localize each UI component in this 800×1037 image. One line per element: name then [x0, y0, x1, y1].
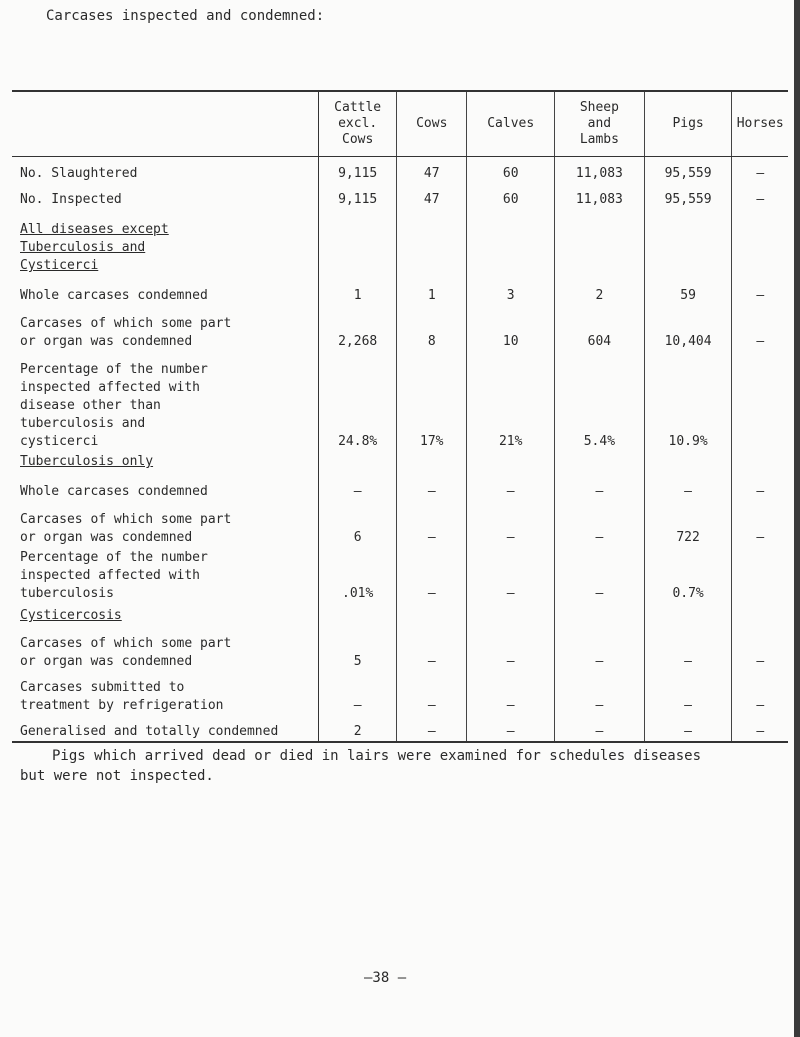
table-cell [732, 351, 788, 451]
row-label-line: cysticerci [20, 434, 99, 449]
cell-value: 95,559 [664, 166, 712, 181]
row-label-line: disease other than [20, 398, 161, 413]
carcases-table [12, 90, 788, 743]
table-cell [555, 715, 645, 741]
table-cell [397, 625, 467, 671]
table-row [12, 547, 788, 603]
column-header [467, 92, 555, 156]
row-label-line: Carcases submitted to [20, 680, 185, 695]
table-cell [467, 351, 555, 451]
table-row [12, 715, 788, 741]
row-label-line: Tuberculosis only [20, 454, 154, 469]
table-cell [319, 501, 397, 547]
table-cell [645, 471, 733, 501]
cell-value: – [595, 654, 604, 669]
table-cell [319, 209, 397, 275]
row-label [12, 305, 319, 351]
table-body [12, 157, 788, 743]
row-label [12, 471, 319, 501]
table-cell [397, 305, 467, 351]
table-cell [732, 671, 788, 715]
row-label-line: or organ was condemned [20, 530, 193, 545]
cell-value: 1 [353, 288, 362, 303]
cell-value: – [506, 530, 515, 545]
table-cell [645, 305, 733, 351]
table-row [12, 305, 788, 351]
cell-value: – [506, 698, 515, 713]
cell-value: – [427, 698, 436, 713]
table-header-row [12, 90, 788, 157]
page-heading: Carcases inspected and condemned: [46, 8, 325, 24]
table-cell [397, 671, 467, 715]
page-edge-shadow [794, 0, 800, 1037]
table-cell [397, 157, 467, 183]
table-cell [319, 183, 397, 209]
column-header [732, 92, 788, 156]
row-label-line: Tuberculosis and [20, 240, 146, 255]
column-header-line: Horses [736, 116, 784, 131]
cell-value: – [427, 484, 436, 499]
footnote-line-2: but were not inspected. [20, 768, 214, 784]
table-cell [319, 157, 397, 183]
row-label-line: Generalised and totally condemned [20, 724, 279, 739]
table-cell [645, 715, 733, 741]
row-label [12, 603, 319, 625]
table-cell [645, 451, 733, 471]
cell-value: – [756, 288, 765, 303]
table-cell [645, 209, 733, 275]
row-label-line: Cysticercosis [20, 608, 122, 623]
table-cell [397, 451, 467, 471]
row-label [12, 671, 319, 715]
cell-value: – [595, 724, 604, 739]
table-cell [555, 625, 645, 671]
row-label-line: Carcases of which some part [20, 512, 232, 527]
row-label-line: Cysticerci [20, 258, 99, 273]
table-cell [732, 625, 788, 671]
table-cell [645, 351, 733, 451]
cell-value: 47 [423, 166, 440, 181]
table-cell [732, 501, 788, 547]
table-cell [397, 547, 467, 603]
table-cell [319, 351, 397, 451]
table-cell [397, 183, 467, 209]
row-label-line: or organ was condemned [20, 654, 193, 669]
table-cell [467, 305, 555, 351]
table-cell [319, 305, 397, 351]
cell-value: 47 [423, 192, 440, 207]
row-label-line: No. Inspected [20, 192, 122, 207]
cell-value: 11,083 [575, 192, 623, 207]
column-header [319, 92, 397, 156]
cell-value: 1 [427, 288, 436, 303]
table-cell [555, 471, 645, 501]
table-cell [645, 183, 733, 209]
table-cell [319, 451, 397, 471]
row-label [12, 209, 319, 275]
table-cell [397, 471, 467, 501]
cell-value: 21% [498, 434, 523, 449]
cell-value: 0.7% [672, 586, 704, 601]
table-cell [397, 715, 467, 741]
table-cell [397, 603, 467, 625]
cell-value: 2 [595, 288, 604, 303]
row-label [12, 351, 319, 451]
table-cell [555, 157, 645, 183]
table-cell [732, 157, 788, 183]
cell-value: – [595, 586, 604, 601]
column-header [397, 92, 467, 156]
table-cell [555, 209, 645, 275]
cell-value: 9,115 [338, 192, 378, 207]
cell-value: 722 [676, 530, 700, 545]
table-cell [397, 275, 467, 305]
column-header-line: Calves [487, 116, 535, 131]
row-label [12, 547, 319, 603]
cell-value: – [353, 484, 362, 499]
table-cell [732, 603, 788, 625]
table-cell [555, 671, 645, 715]
table-cell [319, 625, 397, 671]
table-cell [319, 603, 397, 625]
table-row [12, 603, 788, 625]
page-number: –38 – [364, 970, 407, 986]
cell-value: – [506, 654, 515, 669]
cell-value: 10,404 [664, 334, 712, 349]
row-label-line: Percentage of the number [20, 550, 208, 565]
cell-value: – [427, 530, 436, 545]
table-cell [319, 547, 397, 603]
row-label [12, 451, 319, 471]
cell-value: – [595, 698, 604, 713]
cell-value: 2,268 [338, 334, 378, 349]
row-label [12, 275, 319, 305]
table-row [12, 625, 788, 671]
table-cell [732, 715, 788, 741]
row-label-line: No. Slaughtered [20, 166, 138, 181]
column-header-line: Lambs [579, 132, 619, 147]
cell-value: – [756, 530, 765, 545]
table-cell [645, 501, 733, 547]
cell-value: 60 [502, 166, 519, 181]
table-cell [732, 547, 788, 603]
table-cell [555, 451, 645, 471]
table-cell [645, 671, 733, 715]
cell-value: – [684, 698, 692, 713]
cell-value: – [756, 484, 765, 499]
table-cell [467, 625, 555, 671]
cell-value: – [427, 586, 436, 601]
cell-value: 5 [353, 654, 362, 669]
column-header-line: Cows [416, 116, 448, 131]
cell-value: 9,115 [338, 166, 378, 181]
table-cell [467, 209, 555, 275]
table-cell [732, 209, 788, 275]
table-cell [319, 275, 397, 305]
cell-value: – [684, 654, 692, 669]
table-cell [467, 183, 555, 209]
cell-value: 6 [353, 530, 362, 545]
table-row [12, 209, 788, 275]
column-header-line: excl. [338, 116, 378, 131]
row-label [12, 715, 319, 741]
row-label-line: All diseases except [20, 222, 169, 237]
table-cell [467, 471, 555, 501]
table-cell [732, 451, 788, 471]
cell-value: 3 [506, 288, 515, 303]
table-cell [555, 275, 645, 305]
table-cell [645, 157, 733, 183]
table-row [12, 183, 788, 209]
cell-value: – [427, 654, 436, 669]
table-cell [397, 501, 467, 547]
cell-value: – [756, 334, 765, 349]
table-cell [319, 471, 397, 501]
table-cell [467, 671, 555, 715]
cell-value: 2 [353, 724, 362, 739]
table-row [12, 501, 788, 547]
table-row [12, 471, 788, 501]
cell-value: – [353, 698, 362, 713]
table-cell [555, 305, 645, 351]
table-cell [555, 547, 645, 603]
row-label [12, 183, 319, 209]
cell-value: 59 [680, 288, 696, 303]
table-cell [467, 157, 555, 183]
table-cell [732, 275, 788, 305]
cell-value: 8 [427, 334, 436, 349]
cell-value: – [427, 724, 436, 739]
cell-value: – [595, 530, 604, 545]
column-header-line: Sheep [579, 100, 619, 115]
row-label-line: tuberculosis and [20, 416, 146, 431]
cell-value: 60 [502, 192, 519, 207]
table-cell [645, 275, 733, 305]
table-cell [645, 625, 733, 671]
table-row [12, 275, 788, 305]
table-cell [555, 603, 645, 625]
row-label-line: or organ was condemned [20, 334, 193, 349]
table-cell [645, 603, 733, 625]
row-label-line: inspected affected with [20, 568, 201, 583]
cell-value: – [684, 484, 692, 499]
cell-value: 95,559 [664, 192, 712, 207]
row-label-line: Whole carcases condemned [20, 288, 208, 303]
column-header-line: Pigs [672, 116, 704, 131]
row-label [12, 625, 319, 671]
cell-value: – [684, 724, 692, 739]
table-cell [397, 209, 467, 275]
table-cell [319, 671, 397, 715]
cell-value: – [756, 724, 765, 739]
row-label-line: Carcases of which some part [20, 636, 232, 651]
column-header-line: Cows [342, 132, 374, 147]
cell-value: 10 [502, 334, 519, 349]
cell-value: 604 [587, 334, 612, 349]
table-cell [732, 305, 788, 351]
row-label-line: inspected affected with [20, 380, 201, 395]
cell-value: – [756, 166, 765, 181]
cell-value: – [506, 586, 515, 601]
table-cell [467, 715, 555, 741]
row-label-line: Carcases of which some part [20, 316, 232, 331]
cell-value: 10.9% [668, 434, 708, 449]
column-header-line: Cattle [334, 100, 382, 115]
table-row [12, 671, 788, 715]
table-cell [467, 451, 555, 471]
footnote-line-1: Pigs which arrived dead or died in lairs were examined for schedules diseases [52, 748, 702, 764]
table-cell [467, 501, 555, 547]
table-cell [467, 275, 555, 305]
column-header-line: and [587, 116, 612, 131]
cell-value: – [595, 484, 604, 499]
table-cell [555, 183, 645, 209]
table-cell [397, 351, 467, 451]
cell-value: – [756, 654, 765, 669]
row-label-line: treatment by refrigeration [20, 698, 224, 713]
column-header [645, 92, 733, 156]
row-label-line: tuberculosis [20, 586, 114, 601]
table-row [12, 157, 788, 183]
cell-value: – [756, 192, 765, 207]
row-label-line: Percentage of the number [20, 362, 208, 377]
table-cell [555, 501, 645, 547]
column-header [555, 92, 645, 156]
table-cell [732, 471, 788, 501]
table-row [12, 451, 788, 471]
cell-value: 17% [420, 434, 444, 449]
cell-value: – [506, 724, 515, 739]
table-cell [467, 603, 555, 625]
row-label-line: Whole carcases condemned [20, 484, 208, 499]
table-cell [555, 351, 645, 451]
cell-value: – [756, 698, 765, 713]
cell-value: 24.8% [338, 434, 378, 449]
cell-value: – [506, 484, 515, 499]
table-cell [319, 715, 397, 741]
table-row [12, 351, 788, 451]
cell-value: 11,083 [575, 166, 623, 181]
row-label [12, 501, 319, 547]
table-cell [732, 183, 788, 209]
table-cell [645, 547, 733, 603]
header-blank-cell [12, 92, 319, 156]
cell-value: 5.4% [583, 434, 616, 449]
cell-value: .01% [342, 586, 374, 601]
row-label [12, 157, 319, 183]
table-cell [467, 547, 555, 603]
